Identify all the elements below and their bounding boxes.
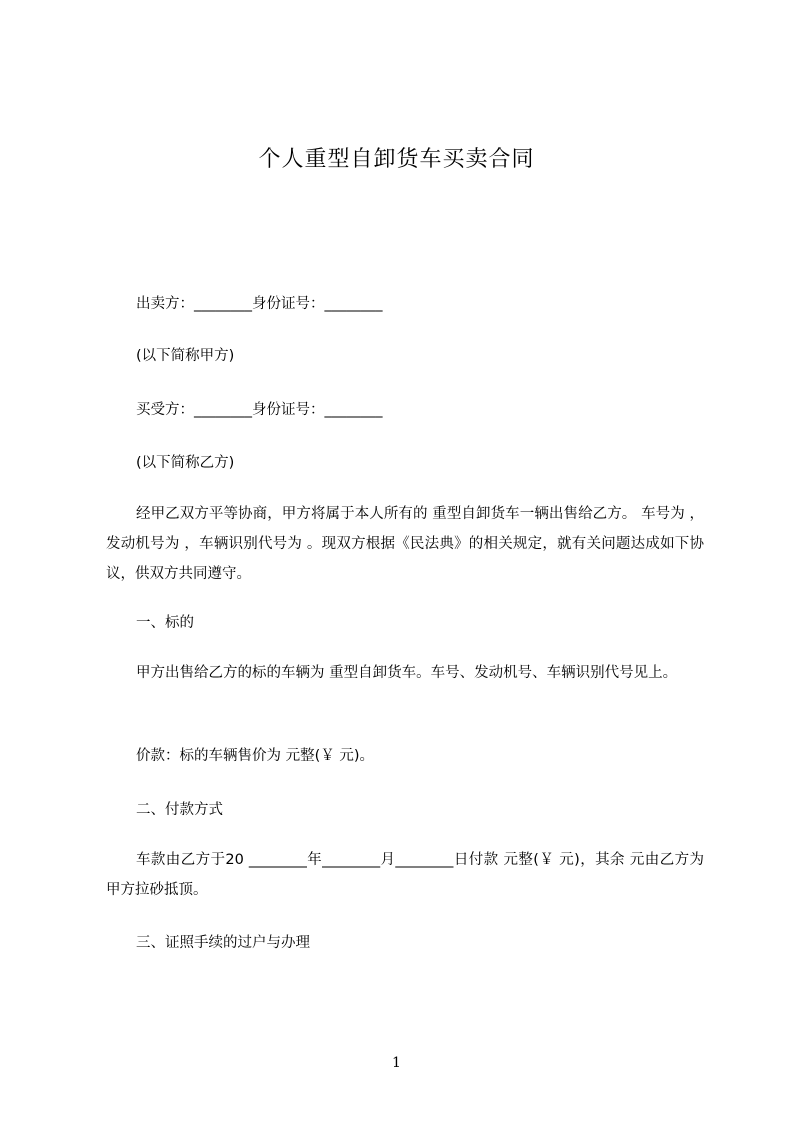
price-line: 价款：标的车辆售价为 元整(￥ 元)。 — [136, 748, 375, 764]
seller-line: 出卖方：________身份证号：________ — [136, 296, 383, 312]
section1-heading: 一、标的 — [136, 615, 194, 631]
buyer-alias: (以下简称乙方) — [136, 455, 235, 471]
section2-paragraph: 车款由乙方于20 ________年________月________日付款 元整(￥ 元)，其余 元由乙方为甲方拉砂抵顶。 — [106, 852, 704, 898]
section2-heading: 二、付款方式 — [136, 802, 223, 818]
page-number: 1 — [392, 1055, 401, 1071]
section3-heading: 三、证照手续的过户与办理 — [136, 935, 310, 951]
buyer-line: 买受方：________身份证号：________ — [136, 402, 383, 418]
section1-paragraph: 甲方出售给乙方的标的车辆为 重型自卸货车。车号、发动机号、车辆识别代号见上。 — [136, 665, 678, 681]
seller-alias: (以下简称甲方) — [136, 348, 235, 364]
document-title: 个人重型自卸货车买卖合同 — [258, 147, 535, 172]
intro-paragraph: 经甲乙双方平等协商，甲方将属于本人所有的 重型自卸货车一辆出售给乙方。 车号为 ，发动机号为 ，车辆识别代号为 。现双方根据《民法典》的相关规定，就有关问题达成如下协议，供双方共同遵守。 — [106, 506, 704, 582]
